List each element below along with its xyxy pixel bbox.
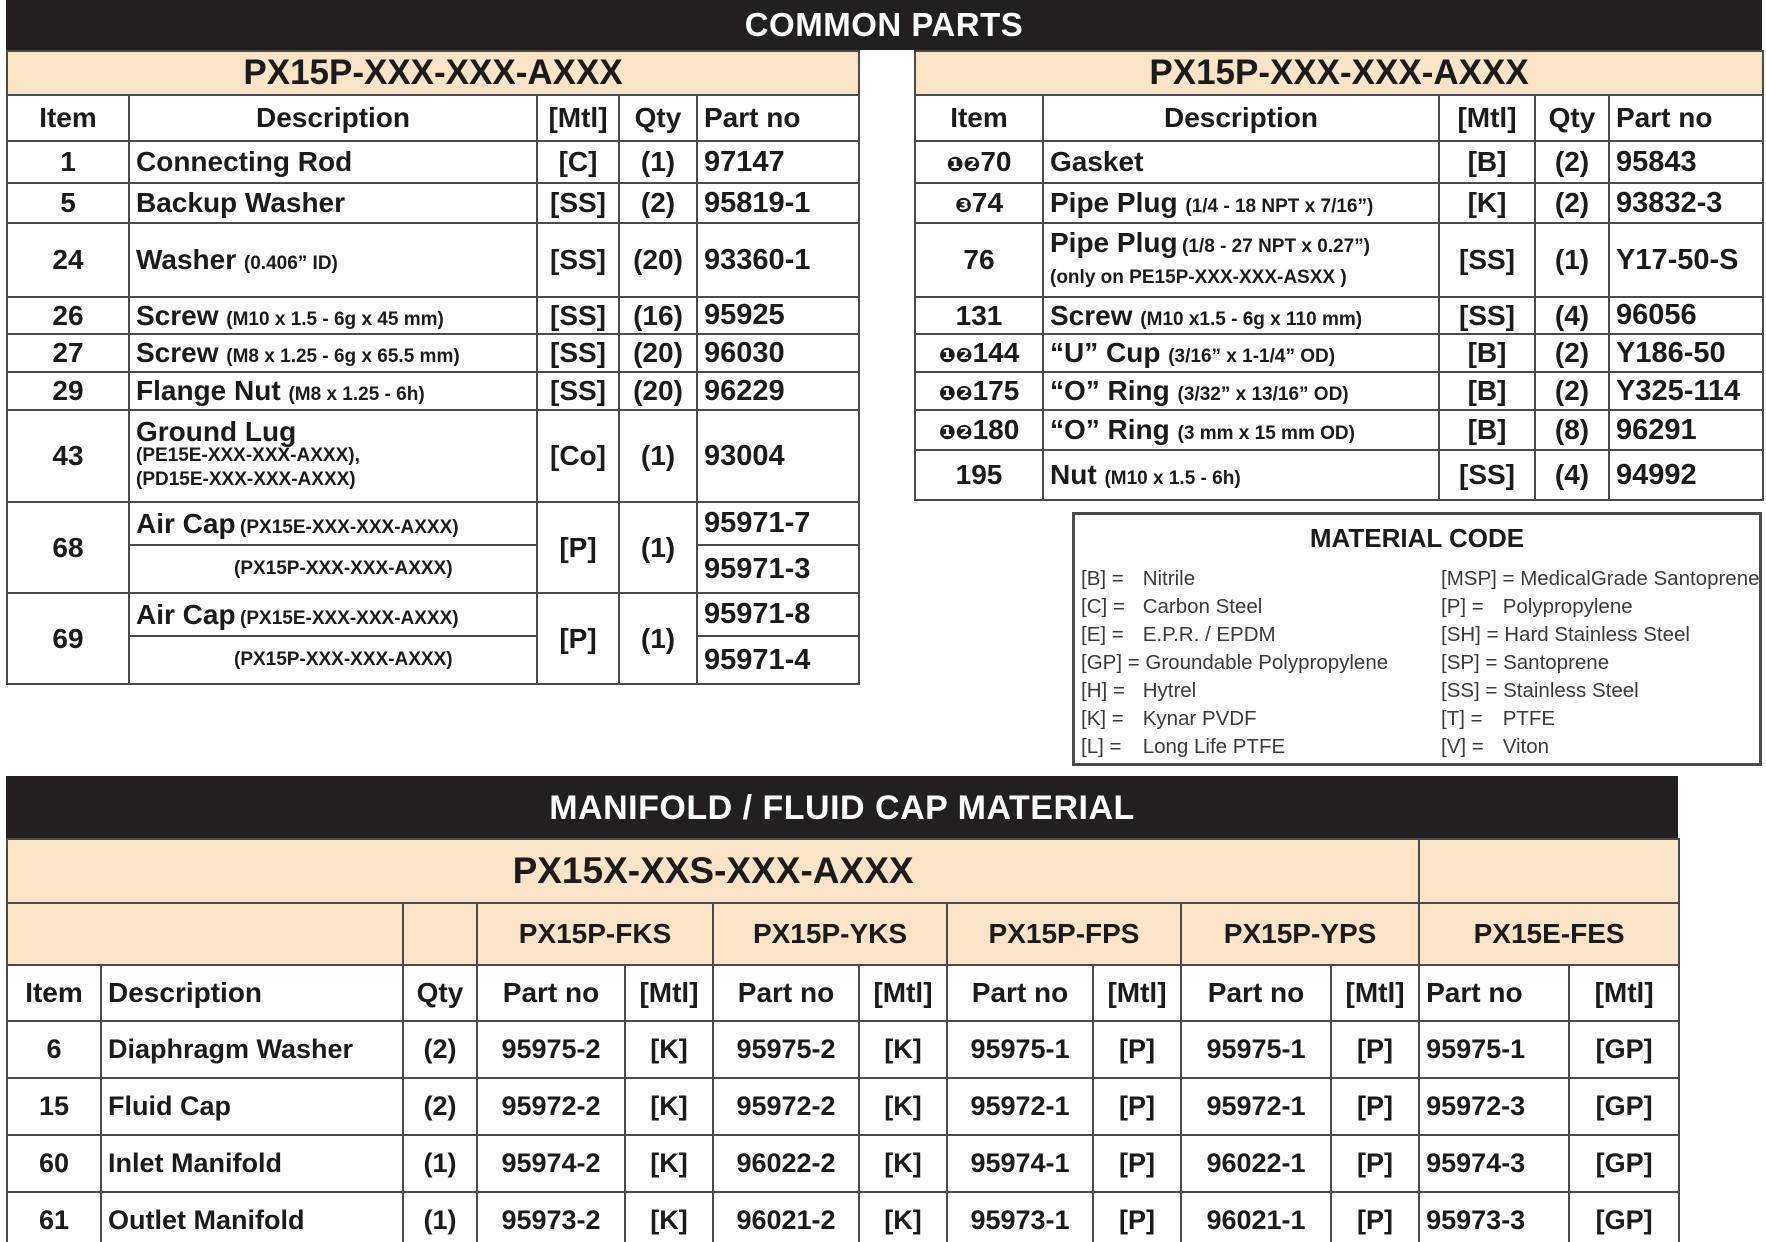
material: [SS] xyxy=(537,334,619,372)
table-row xyxy=(915,297,1763,334)
item-number: 60 xyxy=(7,1135,101,1192)
part-number: 96021-2 xyxy=(713,1192,859,1242)
part-number: 95974-1 xyxy=(947,1135,1093,1192)
material: [P] xyxy=(1093,1135,1181,1192)
quantity: (1) xyxy=(1535,223,1609,297)
part-number: 95974-2 xyxy=(477,1135,625,1192)
col-qty: Qty xyxy=(619,95,697,141)
quantity: (2) xyxy=(1535,183,1609,223)
item-number: 29 xyxy=(7,372,129,410)
material: [SS] xyxy=(1439,223,1535,297)
material: [K] xyxy=(859,1021,947,1078)
material: [K] xyxy=(625,1192,713,1242)
col-item: Item xyxy=(7,95,129,141)
quantity: (1) xyxy=(619,410,697,502)
material: [B] xyxy=(1439,372,1535,410)
material: [K] xyxy=(859,1078,947,1135)
col-part-no: Part no xyxy=(697,95,859,141)
col-mtl: [Mtl] xyxy=(625,965,713,1021)
material: [P] xyxy=(1093,1078,1181,1135)
table-row xyxy=(915,223,1763,297)
col-description: Description xyxy=(1043,95,1439,141)
part-number: Y17-50-S xyxy=(1609,223,1763,297)
table-row xyxy=(7,1192,1679,1242)
table-row xyxy=(915,410,1763,450)
col-part-no: Part no xyxy=(1609,95,1763,141)
material: [GP] xyxy=(1569,1021,1679,1078)
material-code-entry: [B] = Nitrile xyxy=(1081,567,1196,590)
description: Air Cap (PX15E-XXX-XXX-AXXX) xyxy=(129,593,537,636)
part-number: Y186-50 xyxy=(1609,334,1763,372)
part-number: 95971-8 xyxy=(697,593,859,636)
material-code-entry: [H] = Hytrel xyxy=(1081,679,1197,702)
material-code-entry: [MSP] = MedicalGrade Santoprene xyxy=(1441,567,1760,590)
material-code-entry: [SS] = Stainless Steel xyxy=(1441,679,1639,702)
model-header: PX15P-YPS xyxy=(1181,903,1419,965)
table-row xyxy=(915,334,1763,372)
col-item: Item xyxy=(7,965,101,1021)
material-code-entry: [SH] = Hard Stainless Steel xyxy=(1441,623,1690,646)
part-number: 95972-1 xyxy=(1181,1078,1331,1135)
table-row xyxy=(7,223,859,297)
part-number: 95972-2 xyxy=(713,1078,859,1135)
table-row xyxy=(7,593,859,636)
part-number: 95975-1 xyxy=(1181,1021,1331,1078)
table-row xyxy=(7,141,859,183)
description: Nut (M10 x 1.5 - 6h) xyxy=(1043,450,1439,500)
material: [C] xyxy=(537,141,619,183)
part-number: 95925 xyxy=(697,297,859,334)
material-code-title: MATERIAL CODE xyxy=(1309,523,1525,553)
material: [SS] xyxy=(1439,450,1535,500)
quantity: (1) xyxy=(403,1135,477,1192)
material: [K] xyxy=(859,1135,947,1192)
col-qty: Qty xyxy=(403,965,477,1021)
part-number: 95974-3 xyxy=(1419,1135,1569,1192)
table-row xyxy=(915,141,1763,183)
manifold-table xyxy=(6,838,1680,1242)
description: Ground Lug (PE15E-XXX-XXX-AXXX), (PD15E-XXX-XXX-AXXX) xyxy=(129,410,537,502)
table-row xyxy=(7,297,859,334)
item-number: ❶❷180 xyxy=(915,410,1043,450)
part-number: 95973-3 xyxy=(1419,1192,1569,1242)
col-part-no: Part no xyxy=(947,965,1093,1021)
table-row xyxy=(7,502,859,545)
item-number: 26 xyxy=(7,297,129,334)
material-code-legend xyxy=(1072,512,1762,766)
quantity: (2) xyxy=(403,1021,477,1078)
part-number: 95975-2 xyxy=(713,1021,859,1078)
quantity: (8) xyxy=(1535,410,1609,450)
item-number: 27 xyxy=(7,334,129,372)
model-header-blank xyxy=(7,903,403,965)
item-number: 6 xyxy=(7,1021,101,1078)
right-table-title: PX15P-XXX-XXX-AXXX xyxy=(915,51,1763,95)
description: Outlet Manifold xyxy=(101,1192,403,1242)
part-number: 96022-1 xyxy=(1181,1135,1331,1192)
col-mtl: [Mtl] xyxy=(1093,965,1181,1021)
description: Screw (M10 x1.5 - 6g x 110 mm) xyxy=(1043,297,1439,334)
material: [B] xyxy=(1439,141,1535,183)
left-table-title: PX15P-XXX-XXX-AXXX xyxy=(7,51,859,95)
part-number: 96291 xyxy=(1609,410,1763,450)
kit-marker-icon: ❶❷ xyxy=(938,422,973,444)
manifold-title-blank xyxy=(1419,839,1679,903)
table-row xyxy=(7,545,859,593)
col-mtl: [Mtl] xyxy=(537,95,619,141)
item-number: ❸74 xyxy=(915,183,1043,223)
material: [B] xyxy=(1439,410,1535,450)
material-code-entry: [SP] = Santoprene xyxy=(1441,651,1610,674)
table-row xyxy=(7,1021,1679,1078)
col-mtl: [Mtl] xyxy=(1569,965,1679,1021)
model-header: PX15P-FPS xyxy=(947,903,1181,965)
col-mtl: [Mtl] xyxy=(1331,965,1419,1021)
quantity: (2) xyxy=(1535,141,1609,183)
part-number: 95972-3 xyxy=(1419,1078,1569,1135)
material: [P] xyxy=(1331,1021,1419,1078)
common-parts-left-table xyxy=(6,50,860,685)
item-number: 68 xyxy=(7,502,129,593)
kit-marker-icon: ❶❷ xyxy=(938,383,973,405)
model-header: PX15P-FKS xyxy=(477,903,713,965)
col-part-no: Part no xyxy=(1419,965,1569,1021)
item-number: 43 xyxy=(7,410,129,502)
material: [K] xyxy=(1439,183,1535,223)
part-number: 95975-1 xyxy=(947,1021,1093,1078)
part-number: 95972-1 xyxy=(947,1078,1093,1135)
quantity: (1) xyxy=(403,1192,477,1242)
part-number: 95819-1 xyxy=(697,183,859,223)
material: [GP] xyxy=(1569,1135,1679,1192)
table-row xyxy=(7,636,859,684)
quantity: (1) xyxy=(619,502,697,593)
item-number: 131 xyxy=(915,297,1043,334)
part-number: 95971-3 xyxy=(697,545,859,593)
description-variant: (PX15P-XXX-XXX-AXXX) xyxy=(129,636,537,684)
quantity: (16) xyxy=(619,297,697,334)
manifold-banner: MANIFOLD / FLUID CAP MATERIAL xyxy=(6,776,1678,838)
material-code-right-column xyxy=(1441,565,1760,761)
quantity: (20) xyxy=(619,334,697,372)
description: Inlet Manifold xyxy=(101,1135,403,1192)
col-description: Description xyxy=(129,95,537,141)
description: Backup Washer xyxy=(129,183,537,223)
material: [SS] xyxy=(537,297,619,334)
item-number: 69 xyxy=(7,593,129,684)
material: [Co] xyxy=(537,410,619,502)
item-number: 195 xyxy=(915,450,1043,500)
description: “O” Ring (3 mm x 15 mm OD) xyxy=(1043,410,1439,450)
part-number: 94992 xyxy=(1609,450,1763,500)
quantity: (2) xyxy=(619,183,697,223)
model-header: PX15P-YKS xyxy=(713,903,947,965)
material: [P] xyxy=(1093,1021,1181,1078)
table-row xyxy=(7,1078,1679,1135)
kit-marker-icon: ❶❷ xyxy=(938,345,973,367)
material-code-entry: [T] = PTFE xyxy=(1441,707,1556,730)
material: [K] xyxy=(625,1021,713,1078)
description: Washer (0.406” ID) xyxy=(129,223,537,297)
part-number: 95843 xyxy=(1609,141,1763,183)
description: Gasket xyxy=(1043,141,1439,183)
material: [P] xyxy=(537,502,619,593)
col-description: Description xyxy=(101,965,403,1021)
col-mtl: [Mtl] xyxy=(859,965,947,1021)
quantity: (20) xyxy=(619,372,697,410)
manifold-table-title: PX15X-XXS-XXX-AXXX xyxy=(7,839,1419,903)
part-number: 95972-2 xyxy=(477,1078,625,1135)
material: [GP] xyxy=(1569,1078,1679,1135)
material: [P] xyxy=(1331,1135,1419,1192)
material-code-entry: [GP] = Groundable Polypropylene xyxy=(1081,651,1389,674)
part-number: 96056 xyxy=(1609,297,1763,334)
description: Pipe Plug (1/8 - 27 NPT x 0.27”) (only on PE15P-XXX-XXX-ASXX ) xyxy=(1043,223,1439,297)
col-item: Item xyxy=(915,95,1043,141)
material: [K] xyxy=(625,1135,713,1192)
part-number: 96021-1 xyxy=(1181,1192,1331,1242)
material: [B] xyxy=(1439,334,1535,372)
material-code-left-column xyxy=(1081,565,1388,761)
quantity: (2) xyxy=(1535,372,1609,410)
quantity: (4) xyxy=(1535,297,1609,334)
material: [P] xyxy=(537,593,619,684)
item-number: 61 xyxy=(7,1192,101,1242)
col-part-no: Part no xyxy=(713,965,859,1021)
description: Air Cap (PX15E-XXX-XXX-AXXX) xyxy=(129,502,537,545)
item-number: ❶❷70 xyxy=(915,141,1043,183)
description: Connecting Rod xyxy=(129,141,537,183)
common-parts-banner: COMMON PARTS xyxy=(6,0,1762,50)
quantity: (2) xyxy=(403,1078,477,1135)
material: [SS] xyxy=(537,183,619,223)
quantity: (2) xyxy=(1535,334,1609,372)
table-row xyxy=(7,410,859,502)
material: [SS] xyxy=(537,223,619,297)
part-number: 95975-2 xyxy=(477,1021,625,1078)
table-row xyxy=(915,372,1763,410)
material-code-entry: [E] = E.P.R. / EPDM xyxy=(1081,623,1276,646)
quantity: (1) xyxy=(619,593,697,684)
part-number: 93832-3 xyxy=(1609,183,1763,223)
item-number: 76 xyxy=(915,223,1043,297)
common-parts-right-table xyxy=(914,50,1764,501)
part-number: 95971-4 xyxy=(697,636,859,684)
item-number: 24 xyxy=(7,223,129,297)
part-number: 97147 xyxy=(697,141,859,183)
table-row xyxy=(7,183,859,223)
item-number: ❶❷144 xyxy=(915,334,1043,372)
description: Screw (M8 x 1.25 - 6g x 65.5 mm) xyxy=(129,334,537,372)
quantity: (4) xyxy=(1535,450,1609,500)
quantity: (1) xyxy=(619,141,697,183)
part-number: 95973-2 xyxy=(477,1192,625,1242)
material-code-entry: [L] = Long Life PTFE xyxy=(1081,735,1286,758)
part-number: 95975-1 xyxy=(1419,1021,1569,1078)
material: [P] xyxy=(1331,1192,1419,1242)
material: [SS] xyxy=(1439,297,1535,334)
material: [GP] xyxy=(1569,1192,1679,1242)
material-code-entry: [K] = Kynar PVDF xyxy=(1081,707,1257,730)
material-code-entry: [C] = Carbon Steel xyxy=(1081,595,1263,618)
kit-marker-icon: ❶❷ xyxy=(946,154,981,176)
material: [K] xyxy=(625,1078,713,1135)
part-number: 96022-2 xyxy=(713,1135,859,1192)
part-number: 95971-7 xyxy=(697,502,859,545)
material-code-entry: [V] = Viton xyxy=(1441,735,1550,758)
table-row xyxy=(915,183,1763,223)
material: [K] xyxy=(859,1192,947,1242)
table-row xyxy=(915,450,1763,500)
part-number: 93004 xyxy=(697,410,859,502)
description: Flange Nut (M8 x 1.25 - 6h) xyxy=(129,372,537,410)
part-number: 93360-1 xyxy=(697,223,859,297)
item-number: ❶❷175 xyxy=(915,372,1043,410)
table-row xyxy=(7,372,859,410)
col-qty: Qty xyxy=(1535,95,1609,141)
material: [P] xyxy=(1093,1192,1181,1242)
description-variant: (PX15P-XXX-XXX-AXXX) xyxy=(129,545,537,593)
table-row xyxy=(7,1135,1679,1192)
model-header-blank xyxy=(403,903,477,965)
table-row xyxy=(7,334,859,372)
part-number: Y325-114 xyxy=(1609,372,1763,410)
part-number: 96030 xyxy=(697,334,859,372)
item-number: 5 xyxy=(7,183,129,223)
description: Screw (M10 x 1.5 - 6g x 45 mm) xyxy=(129,297,537,334)
description: Pipe Plug (1/4 - 18 NPT x 7/16”) xyxy=(1043,183,1439,223)
col-part-no: Part no xyxy=(1181,965,1331,1021)
part-number: 96229 xyxy=(697,372,859,410)
description: Diaphragm Washer xyxy=(101,1021,403,1078)
material: [P] xyxy=(1331,1078,1419,1135)
model-header: PX15E-FES xyxy=(1419,903,1679,965)
kit-marker-icon: ❸ xyxy=(954,195,972,217)
part-number: 95973-1 xyxy=(947,1192,1093,1242)
material: [SS] xyxy=(537,372,619,410)
description: Fluid Cap xyxy=(101,1078,403,1135)
material-code-entry: [P] = Polypropylene xyxy=(1441,595,1633,618)
item-number: 15 xyxy=(7,1078,101,1135)
col-mtl: [Mtl] xyxy=(1439,95,1535,141)
description: “U” Cup (3/16” x 1-1/4” OD) xyxy=(1043,334,1439,372)
col-part-no: Part no xyxy=(477,965,625,1021)
quantity: (20) xyxy=(619,223,697,297)
item-number: 1 xyxy=(7,141,129,183)
description: “O” Ring (3/32” x 13/16” OD) xyxy=(1043,372,1439,410)
